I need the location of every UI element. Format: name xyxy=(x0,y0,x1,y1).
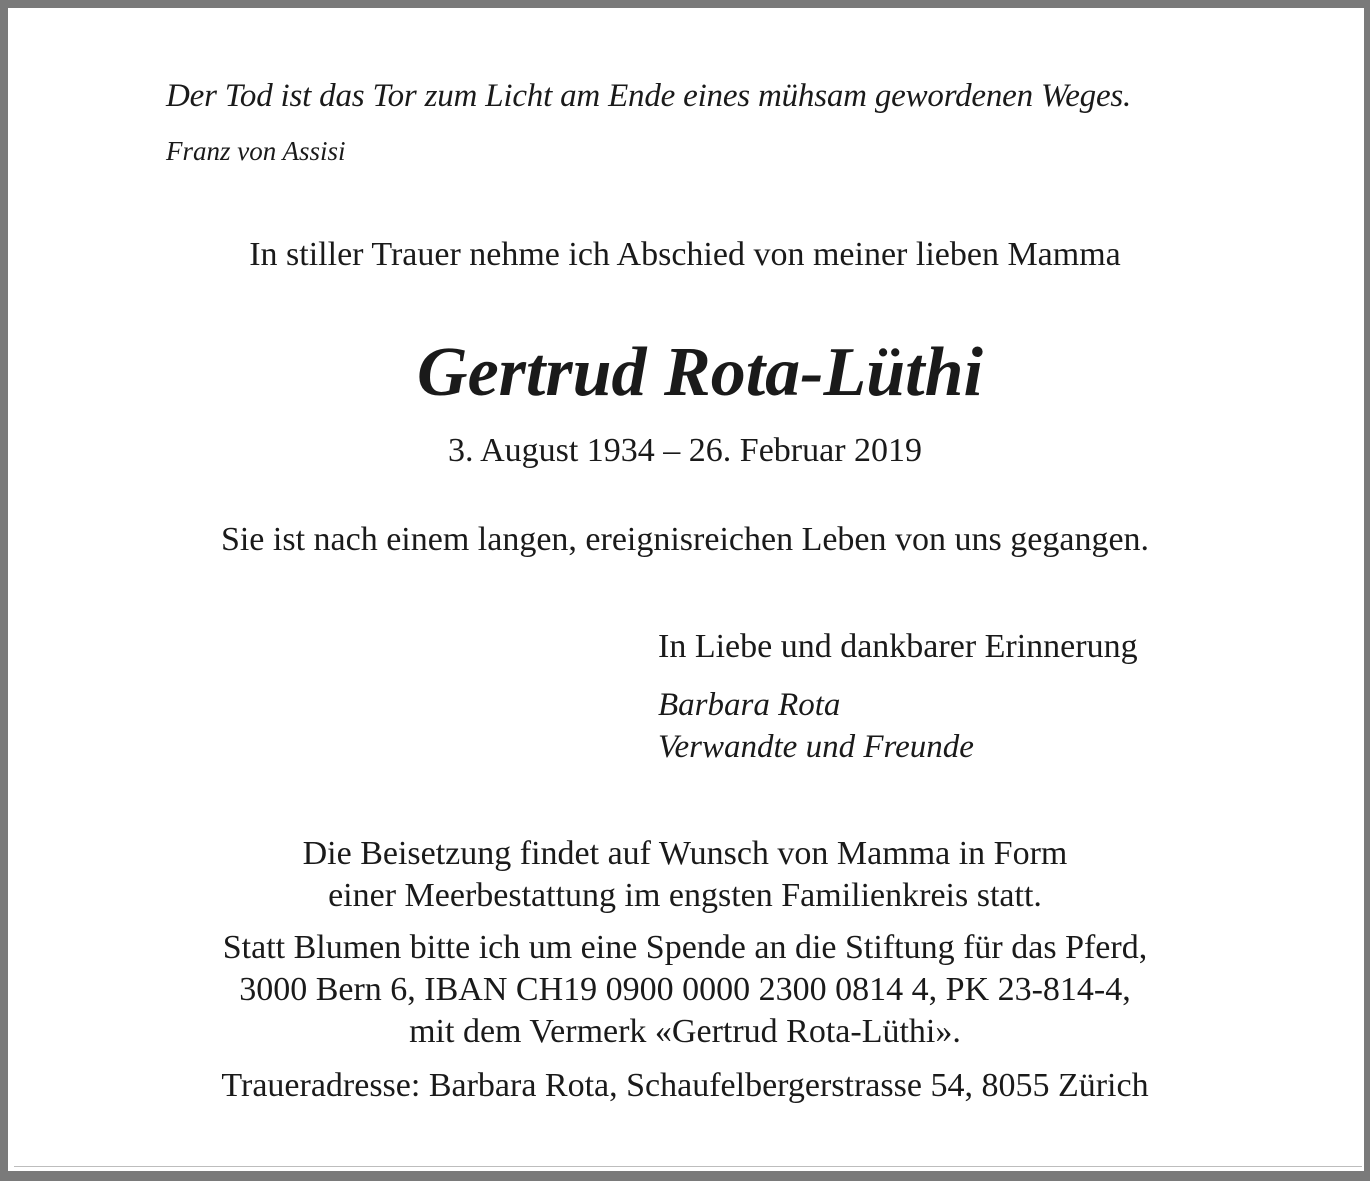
mourning-address: Traueradresse: Barbara Rota, Schaufelbergerstrasse 54, 8055 Zürich xyxy=(221,1067,1149,1104)
donation-notice-line: Statt Blumen bitte ich um eine Spende an die Stiftung für das Pferd, xyxy=(222,929,1148,966)
epigraph-author: Franz von Assisi xyxy=(166,136,346,166)
deceased-name: Gertrud Rota-Lüthi xyxy=(417,334,983,411)
bottom-divider xyxy=(14,1166,1362,1167)
signature-intro: In Liebe und dankbarer Erinnerung xyxy=(658,628,1138,665)
donation-reference: mit dem Vermerk «Gertrud Rota-Lüthi». xyxy=(409,1013,961,1050)
donation-bank-details: 3000 Bern 6, IBAN CH19 0900 0000 2300 0814 4, PK 23-814-4, xyxy=(239,971,1131,1008)
intro-line: In stiller Trauer nehme ich Abschied von meiner lieben Mamma xyxy=(249,236,1121,273)
epigraph-quote: Der Tod ist das Tor zum Licht am Ende eines mühsam gewordenen Weges. xyxy=(166,78,1132,114)
signature-relatives: Verwandte und Freunde xyxy=(658,729,974,765)
burial-notice-line: Die Beisetzung findet auf Wunsch von Mamma in Form xyxy=(302,835,1068,872)
life-dates: 3. August 1934 – 26. Februar 2019 xyxy=(447,432,923,469)
burial-notice-line: einer Meerbestattung im engsten Familienkreis statt. xyxy=(328,877,1042,914)
signature-name: Barbara Rota xyxy=(658,687,841,723)
statement-line: Sie ist nach einem langen, ereignisreichen Leben von uns gegangen. xyxy=(220,521,1150,558)
